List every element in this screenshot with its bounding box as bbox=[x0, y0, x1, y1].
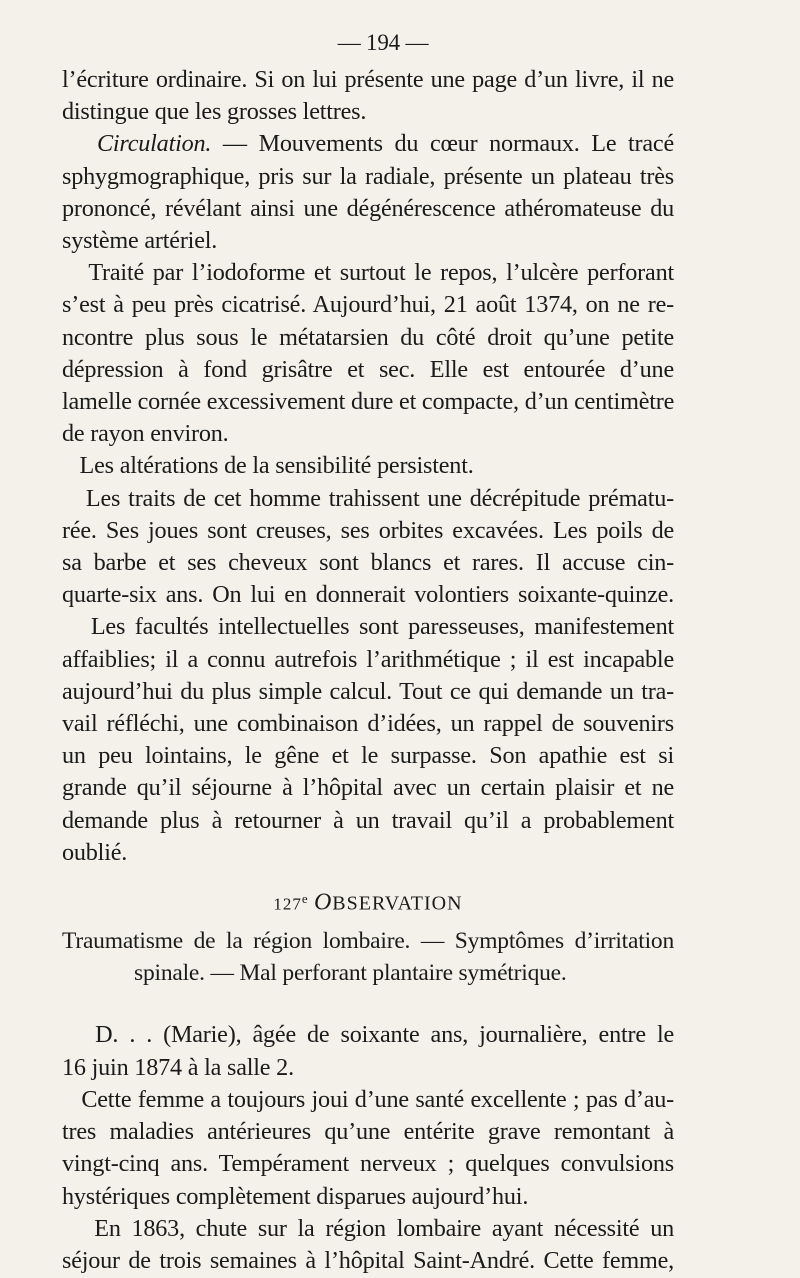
circulation-label: Circulation. bbox=[96, 130, 212, 158]
text-line: distingue que les grosses lettres. bbox=[62, 98, 367, 126]
text-line: 16 juin 1874 à la salle 2. bbox=[62, 1053, 294, 1081]
text-line: l’écriture ordinaire. Si on lui présente une page d’un livre, il ne bbox=[62, 66, 674, 93]
text-line: Traité par l’iodoforme et surtout le repos, l’ulcère perforant bbox=[88, 259, 674, 287]
paragraph-treatment bbox=[62, 257, 674, 450]
paragraph-continuation bbox=[62, 64, 674, 128]
page-number: — 194 — bbox=[337, 30, 429, 55]
text-line: sa barbe et ses cheveux sont blancs et rares. Il accuse cin- bbox=[62, 549, 674, 577]
text-line bbox=[62, 128, 674, 160]
text-line: D. . . (Marie), âgée de soixante ans, journalière, entre le bbox=[95, 1021, 674, 1049]
circulation-text: — Mouvements du cœur normaux. Le tracé bbox=[222, 130, 674, 158]
text-line: demande plus à retourner à un travail qu’il a probablement bbox=[62, 806, 674, 834]
text-line: système artériel. bbox=[62, 227, 218, 255]
observation-heading bbox=[62, 877, 674, 917]
paragraph-patient bbox=[62, 1019, 674, 1083]
observation-summary bbox=[62, 925, 674, 989]
text-line: dépression à fond grisâtre et sec. Elle est entourée d’une bbox=[62, 355, 674, 383]
text-line: s’est à peu près cicatrisé. Aujourd’hui, 21 août 1374, on ne re- bbox=[62, 291, 674, 319]
text-line: Cette femme a toujours joui d’une santé excellente ; pas d’au- bbox=[81, 1085, 675, 1113]
text-line: ncontre plus sous le métatarsien du côté droit qu’une petite bbox=[62, 323, 674, 351]
text-line: séjour de trois semaines à l’hôpital Saint-André. Cette femme, bbox=[62, 1246, 674, 1274]
text-line: prononcé, révélant ainsi une dégénérescence athéromateuse du bbox=[62, 194, 674, 222]
text-line: rée. Ses joues sont creuses, ses orbites excavées. Les poils de bbox=[62, 516, 674, 544]
text-line: Les altérations de la sensibilité persistent. bbox=[79, 452, 474, 480]
text-line: En 1863, chute sur la région lombaire ayant nécessité un bbox=[94, 1214, 674, 1242]
text-line: lamelle cornée excessivement dure et compacte, d’un centimètre bbox=[62, 388, 675, 416]
text-line: de rayon environ. bbox=[62, 420, 229, 448]
text-line: sphygmographique, pris sur la radiale, présente un plateau très bbox=[62, 162, 674, 190]
paragraph-health bbox=[62, 1084, 674, 1213]
text-line: oublié. bbox=[62, 838, 128, 866]
text-line: grande qu’il séjourne à l’hôpital avec un certain plaisir et ne bbox=[62, 774, 674, 802]
paragraph-sensibility bbox=[62, 450, 674, 482]
paragraph-faculties bbox=[62, 611, 674, 869]
text-line: tres maladies antérieures qu’une entérite grave remontant à bbox=[62, 1118, 674, 1146]
text-line: vingt-cinq ans. Tempérament nerveux ; quelques convulsions bbox=[62, 1150, 674, 1178]
observation-number: 127 bbox=[273, 894, 302, 914]
paragraph-fall bbox=[62, 1213, 674, 1277]
paragraph-traits bbox=[62, 483, 674, 612]
observation-initial: O bbox=[313, 889, 333, 916]
text-line: un peu lointains, le gêne et le surpasse. Son apathie est si bbox=[62, 742, 674, 770]
text-line: hystériques complètement disparues aujourd’hui. bbox=[62, 1182, 529, 1210]
observation-word: BSERVATION bbox=[332, 892, 463, 915]
text-line: Les facultés intellectuelles sont paresseuses, manifestement bbox=[90, 613, 674, 641]
summary-line: spinale. — Mal perforant plantaire symétrique. bbox=[134, 960, 567, 987]
text-line: Les traits de cet homme trahissent une décrépitude prématu- bbox=[85, 484, 674, 512]
text-line: affaiblies; il a connu autrefois l’arithmétique ; il est incapable bbox=[62, 645, 674, 673]
paragraph-circulation bbox=[62, 128, 674, 257]
summary-line: Traumatisme de la région lombaire. — Symptômes d’irritation bbox=[62, 928, 674, 955]
text-line: quarte-six ans. On lui en donnerait volontiers soixante-quinze. bbox=[62, 581, 674, 609]
observation-superscript: e bbox=[301, 891, 309, 907]
document-page bbox=[62, 22, 674, 1277]
text-line: aujourd’hui du plus simple calcul. Tout ce qui demande un tra- bbox=[62, 677, 674, 705]
text-line: vail réfléchi, une combinaison d’idées, un rappel de souvenirs bbox=[62, 710, 674, 738]
